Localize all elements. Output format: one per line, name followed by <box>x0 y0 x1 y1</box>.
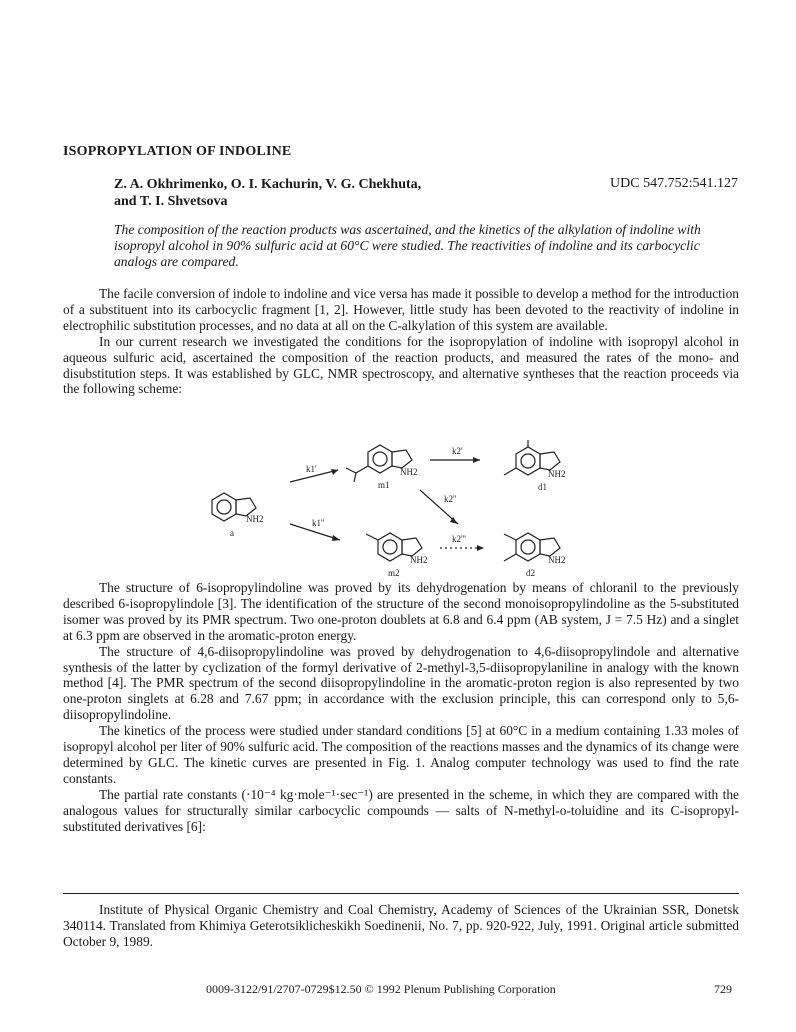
paragraph: In our current research we investigated the conditions for the isopropylation of indoline with isopropyl alcohol in aqueous sulfuric acid, ascertained the composition of the reaction products, and measured the rates of the mono- and disubstitution steps. It was established by GLC, NMR spectroscopy, and alternative syntheses that the reaction proceeds via the following scheme: <box>63 333 739 397</box>
rate-label-k1p: k1' <box>306 464 317 474</box>
reaction-scheme <box>190 440 630 580</box>
footnote-divider <box>63 893 739 894</box>
compound-label-m1: m1 <box>378 480 390 490</box>
footnote <box>63 902 739 950</box>
footnote-text: Institute of Physical Organic Chemistry and Coal Chemistry, Academy of Sciences of the Ukrainian SSR, Donetsk 340114. Translated from Khimiya Geterotsiklicheskikh Soedinenii, No. 7, pp. 920-922, July, 1991. Original article submitted October 9, 1989. <box>63 902 739 949</box>
nh2-label-m1: NH2 <box>400 467 418 477</box>
rate-label-k2p: k2' <box>452 446 463 456</box>
paragraph: The structure of 6-isopropylindoline was proved by its dehydrogenation by means of chloranil to the previously described 6-isopropylindole [3]. The identification of the structure of the second monoisopropylindoline as the 5-substituted isomer was proved by its PMR spectrum. Two one-proton doublets at 6.8 and 6.4 ppm (AB system, J = 7.5 Hz) and a singlet at 6.3 ppm are observed in the aromatic-proton energy. <box>63 580 739 643</box>
paragraph: The partial rate constants (·10⁻⁴ kg·mole⁻¹·sec⁻¹) are presented in the scheme, in which they are compared with the analogous values for structurally similar carbocyclic compounds — salts of N-methyl-o-toluidine and its C-isopropyl-substituted derivatives [6]: <box>63 786 739 834</box>
abstract: The composition of the reaction products was ascertained, and the kinetics of the alkylation of indoline with isopropyl alcohol in 90% sulfuric acid at 60°C were studied. The reactivities of indoline and its carbocyclic analogs are compared. <box>114 222 701 270</box>
author-line-2: and T. I. Shvetsova <box>114 194 228 209</box>
body-text-results <box>63 580 739 835</box>
footer-copyright: 0009-3122/91/2707-0729$12.50 © 1992 Plenum Publishing Corporation <box>206 982 556 996</box>
rate-label-k2pp: k2'' <box>444 494 457 504</box>
rate-label-k1pp: k1'' <box>312 518 325 528</box>
rate-label-k2ppp: k2''' <box>452 534 466 544</box>
nh2-label-m2: NH2 <box>410 555 428 565</box>
udc-code: UDC 547.752:541.127 <box>610 176 738 191</box>
compound-label-m2: m2 <box>388 568 400 578</box>
paragraph: The structure of 4,6-diisopropylindoline was proved by dehydrogenation to 4,6-diisopropylindole and alternative synthesis of the latter by cyclization of the formyl derivative of 2-methyl-3,5-diisopropylaniline in analogy with the known method [4]. The PMR spectrum of the second diisopropylindoline in the aromatic-proton region is also represented by two one-proton singlets at 6.28 and 7.67 ppm; in accordance with the exclusion principle, this can correspond only to 5,6-diisopropylindoline. <box>63 643 739 723</box>
body-text-intro <box>63 286 739 397</box>
author-line-1: Z. A. Okhrimenko, O. I. Kachurin, V. G. Chekhuta, <box>114 177 422 192</box>
paragraph: The kinetics of the process were studied under standard conditions [5] at 60°C in a medium containing 1.33 moles of isopropyl alcohol per liter of 90% sulfuric acid. The composition of the reactions masses and the dynamics of its change were determined by GLC. The kinetic curves are presented in Fig. 1. Analog computer technology was used to find the rate constants. <box>63 723 739 786</box>
author-list <box>114 176 421 210</box>
nh2-label-a: NH2 <box>246 514 264 524</box>
compound-label-a: a <box>230 528 234 538</box>
paragraph: The facile conversion of indole to indoline and vice versa has made it possible to develop a method for the introduction of a substituent into its carbocyclic fragment [1, 2]. However, little study has been devoted to the reactivity of indoline in electrophilic substitution processes, and no data at all on the C-alkylation of this system are available. <box>63 286 739 333</box>
article-title: ISOPROPYLATION OF INDOLINE <box>63 144 292 159</box>
nh2-label-d2: NH2 <box>548 555 566 565</box>
nh2-label-d1: NH2 <box>548 469 566 479</box>
page-number: 729 <box>714 982 732 996</box>
compound-label-d2: d2 <box>526 568 535 578</box>
compound-label-d1: d1 <box>538 482 547 492</box>
